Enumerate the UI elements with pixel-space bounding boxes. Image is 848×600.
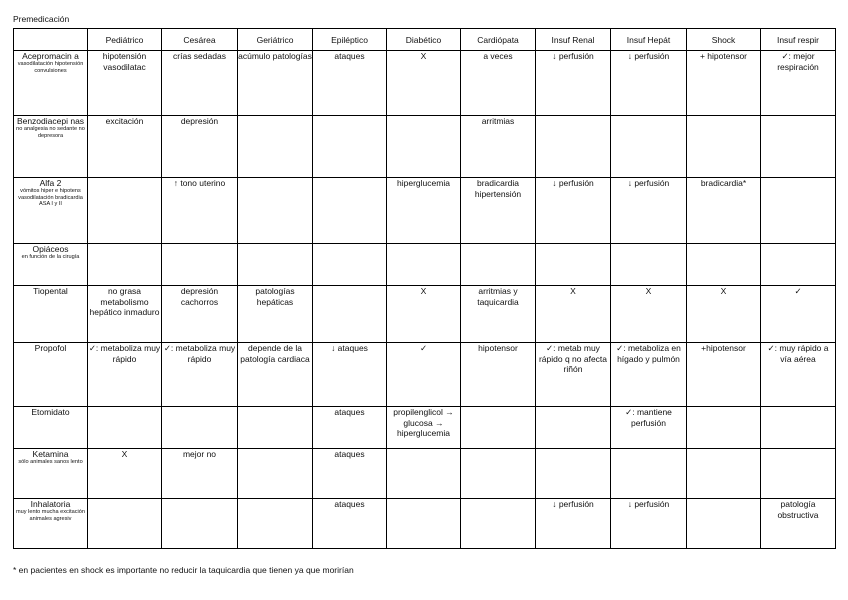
table-cell bbox=[461, 407, 536, 449]
column-header: Insuf respir bbox=[761, 29, 836, 51]
row-header bbox=[14, 178, 88, 244]
table-cell bbox=[687, 244, 761, 286]
table-body bbox=[14, 51, 836, 549]
table-cell: ✓: mejor respiración bbox=[761, 51, 836, 116]
table-cell: ✓ bbox=[387, 343, 461, 407]
table-cell bbox=[687, 499, 761, 549]
row-header bbox=[14, 116, 88, 178]
table-cell: ↓ ataques bbox=[313, 343, 387, 407]
table-cell: X bbox=[687, 286, 761, 343]
row-header-name: Inhalatoria bbox=[30, 499, 71, 509]
table-cell: depende de la patología cardiaca bbox=[238, 343, 313, 407]
table-cell bbox=[238, 499, 313, 549]
table-cell bbox=[387, 499, 461, 549]
table-cell: crías sedadas bbox=[162, 51, 238, 116]
table-cell: bradicardia* bbox=[687, 178, 761, 244]
row-header bbox=[14, 244, 88, 286]
table-cell: X bbox=[387, 51, 461, 116]
table-cell bbox=[687, 407, 761, 449]
row-header-note: no analgesia no sedante no depresora bbox=[16, 126, 85, 139]
table-row bbox=[14, 499, 836, 549]
table-cell: ✓: metaboliza muy rápido bbox=[88, 343, 162, 407]
row-header bbox=[14, 343, 88, 407]
table-cell: hipotensor bbox=[461, 343, 536, 407]
row-header-name: Opiáceos bbox=[32, 244, 69, 254]
column-header: Cesárea bbox=[162, 29, 238, 51]
table-cell bbox=[88, 244, 162, 286]
header-row bbox=[14, 29, 836, 51]
table-cell: depresión cachorros bbox=[162, 286, 238, 343]
table-cell bbox=[687, 116, 761, 178]
table-cell bbox=[536, 244, 611, 286]
table-cell bbox=[238, 178, 313, 244]
row-header bbox=[14, 499, 88, 549]
column-header: Geriátrico bbox=[238, 29, 313, 51]
table-cell bbox=[313, 178, 387, 244]
table-cell bbox=[687, 449, 761, 499]
table-cell bbox=[536, 449, 611, 499]
column-header: Insuf Hepát bbox=[611, 29, 687, 51]
table-cell bbox=[536, 116, 611, 178]
table-cell bbox=[461, 449, 536, 499]
table-cell bbox=[761, 178, 836, 244]
column-header: Epiléptico bbox=[313, 29, 387, 51]
column-header: Insuf Renal bbox=[536, 29, 611, 51]
table-cell: ataques bbox=[313, 51, 387, 116]
table-cell: patologías hepáticas bbox=[238, 286, 313, 343]
table-cell: acúmulo patologías bbox=[238, 51, 313, 116]
table-cell: ↓ perfusión bbox=[611, 499, 687, 549]
row-header-name: Ketamina bbox=[32, 449, 69, 459]
table-cell bbox=[238, 407, 313, 449]
table-cell: + hipotensor bbox=[687, 51, 761, 116]
table-cell: hiperglucemia bbox=[387, 178, 461, 244]
table-cell bbox=[761, 407, 836, 449]
table-row bbox=[14, 343, 836, 407]
table-cell bbox=[536, 407, 611, 449]
column-header: Diabético bbox=[387, 29, 461, 51]
page-title: Premedicación bbox=[13, 14, 70, 24]
table-cell: hipotensión vasodilatac bbox=[88, 51, 162, 116]
table-cell: ✓: metaboliza en hígado y pulmón bbox=[611, 343, 687, 407]
table-cell: bradicardia hipertensión bbox=[461, 178, 536, 244]
column-header: Pediátrico bbox=[88, 29, 162, 51]
table-cell bbox=[238, 244, 313, 286]
table-cell: ✓: metab muy rápido q no afecta riñón bbox=[536, 343, 611, 407]
row-header-name: Etomidato bbox=[31, 407, 70, 417]
table-cell bbox=[461, 244, 536, 286]
table-cell: ataques bbox=[313, 449, 387, 499]
table-cell: ↓ perfusión bbox=[536, 51, 611, 116]
table-cell bbox=[761, 116, 836, 178]
table-cell bbox=[313, 286, 387, 343]
table-cell bbox=[88, 499, 162, 549]
table-cell bbox=[387, 244, 461, 286]
table-cell: ✓: mantiene perfusión bbox=[611, 407, 687, 449]
table-cell: mejor no bbox=[162, 449, 238, 499]
table-cell: ↓ perfusión bbox=[611, 178, 687, 244]
table-cell bbox=[461, 499, 536, 549]
table-cell bbox=[761, 244, 836, 286]
table-cell bbox=[313, 244, 387, 286]
table-cell: ataques bbox=[313, 407, 387, 449]
table-cell: ↓ perfusión bbox=[536, 178, 611, 244]
table-cell: arritmias bbox=[461, 116, 536, 178]
table-cell bbox=[238, 449, 313, 499]
table-cell bbox=[387, 116, 461, 178]
table-cell: X bbox=[611, 286, 687, 343]
table-row bbox=[14, 51, 836, 116]
table-cell bbox=[611, 449, 687, 499]
table-cell bbox=[238, 116, 313, 178]
table-cell: ✓: metaboliza muy rápido bbox=[162, 343, 238, 407]
table-row bbox=[14, 244, 836, 286]
row-header-name: Alfa 2 bbox=[39, 178, 62, 188]
table-cell bbox=[88, 407, 162, 449]
table-cell: depresión bbox=[162, 116, 238, 178]
column-header: Shock bbox=[687, 29, 761, 51]
table-cell bbox=[761, 449, 836, 499]
table-cell bbox=[313, 116, 387, 178]
table-cell: ataques bbox=[313, 499, 387, 549]
table-cell: ✓: muy rápido a vía aérea bbox=[761, 343, 836, 407]
table-cell: excitación bbox=[88, 116, 162, 178]
table-cell bbox=[387, 449, 461, 499]
table-cell bbox=[162, 407, 238, 449]
row-header-name: Benzodiacepi nas bbox=[16, 116, 85, 126]
table-cell: ↓ perfusión bbox=[536, 499, 611, 549]
row-header bbox=[14, 51, 88, 116]
table-cell: X bbox=[536, 286, 611, 343]
row-header-note: sólo animales sanos lento bbox=[18, 459, 83, 465]
table-cell bbox=[88, 178, 162, 244]
row-header-note: muy lento mucha excitación animales agresiv bbox=[15, 509, 86, 522]
footnote: * en pacientes en shock es importante no reducir la taquicardia que tienen ya que morirían bbox=[13, 565, 354, 575]
table-cell: arritmias y taquicardia bbox=[461, 286, 536, 343]
table-cell: X bbox=[88, 449, 162, 499]
table-cell: ↑ tono uterino bbox=[162, 178, 238, 244]
row-header bbox=[14, 286, 88, 343]
premedication-table bbox=[13, 28, 836, 549]
table-row bbox=[14, 449, 836, 499]
table-cell: ✓ bbox=[761, 286, 836, 343]
table-cell: no grasa metabolismo hepático inmaduro bbox=[88, 286, 162, 343]
table-row bbox=[14, 286, 836, 343]
table-cell bbox=[611, 244, 687, 286]
row-header-name: Acepromacin a bbox=[22, 51, 79, 61]
table-cell bbox=[611, 116, 687, 178]
row-header-note: en función de la cirugía bbox=[21, 254, 80, 260]
row-header bbox=[14, 449, 88, 499]
row-header-note: vómitos hiper e hipotens vasodilatación bradicardia ASA I y II bbox=[18, 188, 83, 208]
table-cell: a veces bbox=[461, 51, 536, 116]
table-cell: propilenglicol → glucosa → hiperglucemia bbox=[387, 407, 461, 449]
table-cell: +hipotensor bbox=[687, 343, 761, 407]
table-cell bbox=[162, 499, 238, 549]
row-header-note: vasodilatación hipotensión convulsiones bbox=[17, 61, 84, 74]
row-header bbox=[14, 407, 88, 449]
table-row bbox=[14, 116, 836, 178]
table-cell: patología obstructiva bbox=[761, 499, 836, 549]
column-header: Cardiópata bbox=[461, 29, 536, 51]
table-cell: X bbox=[387, 286, 461, 343]
table-cell bbox=[162, 244, 238, 286]
row-header-name: Propofol bbox=[34, 343, 67, 353]
row-header-name: Tiopental bbox=[33, 286, 68, 296]
table-cell: ↓ perfusión bbox=[611, 51, 687, 116]
header-corner bbox=[14, 29, 88, 51]
table-row bbox=[14, 178, 836, 244]
table-row bbox=[14, 407, 836, 449]
